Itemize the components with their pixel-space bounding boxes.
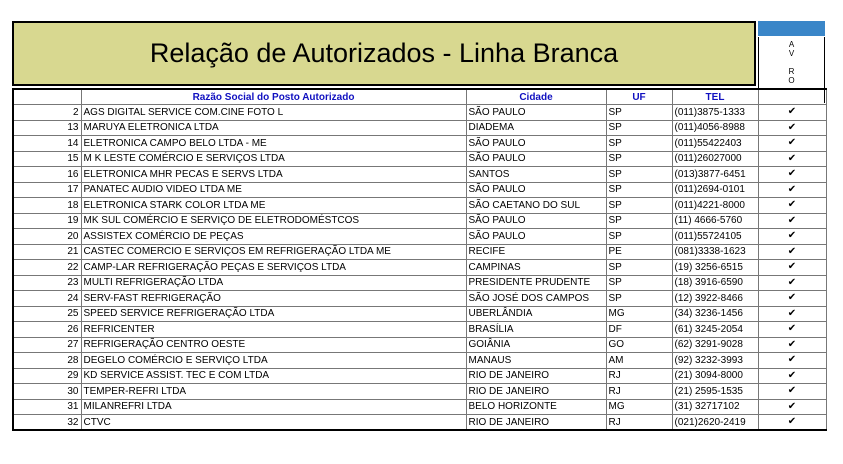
av-column-header-cell[interactable] bbox=[758, 21, 825, 36]
av-check-icon[interactable]: ✔ bbox=[758, 182, 826, 198]
av-check-icon[interactable]: ✔ bbox=[758, 322, 826, 338]
sheet-title: Relação de Autorizados - Linha Branca bbox=[12, 21, 756, 86]
table-row[interactable] bbox=[13, 275, 826, 291]
tel-cell[interactable]: (013)3877-6451 bbox=[672, 167, 758, 183]
av-check-icon[interactable]: ✔ bbox=[758, 260, 826, 276]
razao-social-cell[interactable]: KD SERVICE ASSIST. TEC E COM LTDA bbox=[81, 368, 466, 384]
tel-cell[interactable]: (011)2694-0101 bbox=[672, 182, 758, 198]
av-check-icon[interactable]: ✔ bbox=[758, 151, 826, 167]
table-row[interactable] bbox=[13, 399, 826, 415]
uf-cell[interactable]: SP bbox=[606, 275, 672, 291]
table-row[interactable] bbox=[13, 167, 826, 183]
uf-cell[interactable]: SP bbox=[606, 136, 672, 152]
table-row[interactable] bbox=[13, 198, 826, 214]
uf-cell[interactable]: DF bbox=[606, 322, 672, 338]
razao-social-cell[interactable]: REFRIGERAÇÃO CENTRO OESTE bbox=[81, 337, 466, 353]
cidade-cell[interactable]: CAMPINAS bbox=[466, 260, 606, 276]
table-row[interactable] bbox=[13, 120, 826, 136]
cidade-cell[interactable]: SÃO PAULO bbox=[466, 136, 606, 152]
row-number[interactable]: 27 bbox=[13, 337, 81, 353]
av-check-icon[interactable]: ✔ bbox=[758, 213, 826, 229]
row-number[interactable]: 14 bbox=[13, 136, 81, 152]
razao-social-cell[interactable]: MK SUL COMÉRCIO E SERVIÇO DE ELETRODOMÉSTCOS bbox=[81, 213, 466, 229]
av-check-icon[interactable]: ✔ bbox=[758, 167, 826, 183]
cidade-cell[interactable]: SANTOS bbox=[466, 167, 606, 183]
cidade-cell[interactable]: BELO HORIZONTE bbox=[466, 399, 606, 415]
cidade-cell[interactable]: SÃO PAULO bbox=[466, 229, 606, 245]
row-number[interactable]: 32 bbox=[13, 415, 81, 431]
av-check-icon[interactable]: ✔ bbox=[758, 384, 826, 400]
razao-social-cell[interactable]: CASTEC COMERCIO E SERVIÇOS EM REFRIGERAÇÃO LTDA ME bbox=[81, 244, 466, 260]
tel-cell[interactable]: (011)4221-8000 bbox=[672, 198, 758, 214]
razao-social-cell[interactable]: ELETRONICA MHR PECAS E SERVS LTDA bbox=[81, 167, 466, 183]
razao-social-cell[interactable]: ELETRONICA CAMPO BELO LTDA - ME bbox=[81, 136, 466, 152]
row-number[interactable]: 22 bbox=[13, 260, 81, 276]
cidade-cell[interactable]: RIO DE JANEIRO bbox=[466, 415, 606, 431]
razao-social-cell[interactable]: ELETRONICA STARK COLOR LTDA ME bbox=[81, 198, 466, 214]
cidade-cell[interactable]: GOIÂNIA bbox=[466, 337, 606, 353]
av-check-icon[interactable]: ✔ bbox=[758, 136, 826, 152]
av-check-icon[interactable]: ✔ bbox=[758, 198, 826, 214]
tel-cell[interactable]: (12) 3922-8466 bbox=[672, 291, 758, 307]
header-check-cell[interactable] bbox=[758, 89, 826, 105]
uf-cell[interactable]: SP bbox=[606, 291, 672, 307]
row-number[interactable]: 29 bbox=[13, 368, 81, 384]
cidade-cell[interactable]: SÃO PAULO bbox=[466, 151, 606, 167]
uf-cell[interactable]: SP bbox=[606, 151, 672, 167]
tel-cell[interactable]: (62) 3291-9028 bbox=[672, 337, 758, 353]
av-check-icon[interactable]: ✔ bbox=[758, 275, 826, 291]
row-number[interactable]: 21 bbox=[13, 244, 81, 260]
row-number[interactable]: 13 bbox=[13, 120, 81, 136]
uf-cell[interactable]: MG bbox=[606, 306, 672, 322]
autorizados-table bbox=[12, 88, 827, 431]
tel-cell[interactable]: (34) 3236-1456 bbox=[672, 306, 758, 322]
row-number[interactable]: 18 bbox=[13, 198, 81, 214]
tel-cell[interactable]: (011)26027000 bbox=[672, 151, 758, 167]
tel-cell[interactable]: (011)4056-8988 bbox=[672, 120, 758, 136]
row-number[interactable]: 31 bbox=[13, 399, 81, 415]
razao-social-cell[interactable]: TEMPER-REFRI LTDA bbox=[81, 384, 466, 400]
header-uf[interactable]: UF bbox=[606, 89, 672, 105]
table-row[interactable] bbox=[13, 415, 826, 431]
cidade-cell[interactable]: MANAUS bbox=[466, 353, 606, 369]
table-row[interactable] bbox=[13, 291, 826, 307]
row-number[interactable]: 30 bbox=[13, 384, 81, 400]
av-check-icon[interactable]: ✔ bbox=[758, 229, 826, 245]
cidade-cell[interactable]: RECIFE bbox=[466, 244, 606, 260]
tel-cell[interactable]: (011)3875-1333 bbox=[672, 105, 758, 121]
cidade-cell[interactable]: PRESIDENTE PRUDENTE bbox=[466, 275, 606, 291]
header-cidade[interactable]: Cidade bbox=[466, 89, 606, 105]
razao-social-cell[interactable]: SERV-FAST REFRIGERAÇÃO bbox=[81, 291, 466, 307]
table-row[interactable] bbox=[13, 353, 826, 369]
av-letter: O bbox=[788, 76, 795, 85]
av-check-icon[interactable]: ✔ bbox=[758, 353, 826, 369]
razao-social-cell[interactable]: PANATEC AUDIO VIDEO LTDA ME bbox=[81, 182, 466, 198]
table-row[interactable] bbox=[13, 229, 826, 245]
tel-cell[interactable]: (081)3338-1623 bbox=[672, 244, 758, 260]
uf-cell[interactable]: SP bbox=[606, 198, 672, 214]
tel-cell[interactable]: (31) 32717102 bbox=[672, 399, 758, 415]
table-row[interactable] bbox=[13, 306, 826, 322]
tel-cell[interactable]: (92) 3232-3993 bbox=[672, 353, 758, 369]
razao-social-cell[interactable]: CAMP-LAR REFRIGERAÇÃO PEÇAS E SERVIÇOS LTDA bbox=[81, 260, 466, 276]
row-number[interactable]: 19 bbox=[13, 213, 81, 229]
tel-cell[interactable]: (021)2620-2419 bbox=[672, 415, 758, 431]
tel-cell[interactable]: (011)55422403 bbox=[672, 136, 758, 152]
row-number[interactable]: 28 bbox=[13, 353, 81, 369]
tel-cell[interactable]: (61) 3245-2054 bbox=[672, 322, 758, 338]
razao-social-cell[interactable]: ASSISTEX COMÉRCIO DE PEÇAS bbox=[81, 229, 466, 245]
table-row[interactable] bbox=[13, 105, 826, 121]
table-row[interactable] bbox=[13, 151, 826, 167]
uf-cell[interactable]: SP bbox=[606, 182, 672, 198]
av-letter: R bbox=[788, 67, 795, 76]
uf-cell[interactable]: SP bbox=[606, 105, 672, 121]
razao-social-cell[interactable]: CTVC bbox=[81, 415, 466, 431]
av-check-icon[interactable]: ✔ bbox=[758, 120, 826, 136]
tel-cell[interactable]: (19) 3256-6515 bbox=[672, 260, 758, 276]
uf-cell[interactable]: SP bbox=[606, 229, 672, 245]
razao-social-cell[interactable]: M K LESTE COMÉRCIO E SERVIÇOS LTDA bbox=[81, 151, 466, 167]
table-row[interactable] bbox=[13, 213, 826, 229]
cidade-cell[interactable]: SÃO JOSÉ DOS CAMPOS bbox=[466, 291, 606, 307]
av-check-icon[interactable]: ✔ bbox=[758, 291, 826, 307]
cidade-cell[interactable]: SÃO PAULO bbox=[466, 105, 606, 121]
row-number[interactable]: 25 bbox=[13, 306, 81, 322]
table-row[interactable] bbox=[13, 337, 826, 353]
table-row[interactable] bbox=[13, 182, 826, 198]
av-letter: A bbox=[788, 40, 795, 49]
av-check-icon[interactable]: ✔ bbox=[758, 368, 826, 384]
table-row[interactable] bbox=[13, 260, 826, 276]
row-number[interactable]: 2 bbox=[13, 105, 81, 121]
uf-cell[interactable]: SP bbox=[606, 120, 672, 136]
cidade-cell[interactable]: DIADEMA bbox=[466, 120, 606, 136]
av-check-icon[interactable]: ✔ bbox=[758, 399, 826, 415]
uf-cell[interactable]: SP bbox=[606, 213, 672, 229]
row-number[interactable]: 20 bbox=[13, 229, 81, 245]
table-row[interactable] bbox=[13, 322, 826, 338]
table-row[interactable] bbox=[13, 136, 826, 152]
av-check-icon[interactable]: ✔ bbox=[758, 337, 826, 353]
tel-cell[interactable]: (21) 3094-8000 bbox=[672, 368, 758, 384]
table-row[interactable] bbox=[13, 384, 826, 400]
av-letter bbox=[759, 58, 824, 67]
uf-cell[interactable]: PE bbox=[606, 244, 672, 260]
header-razao[interactable]: Razão Social do Posto Autorizado bbox=[81, 89, 466, 105]
tel-cell[interactable]: (21) 2595-1535 bbox=[672, 384, 758, 400]
row-number[interactable]: 17 bbox=[13, 182, 81, 198]
av-check-icon[interactable]: ✔ bbox=[758, 105, 826, 121]
table-row[interactable] bbox=[13, 368, 826, 384]
uf-cell[interactable]: RJ bbox=[606, 384, 672, 400]
table-row[interactable] bbox=[13, 244, 826, 260]
cidade-cell[interactable]: SÃO CAETANO DO SUL bbox=[466, 198, 606, 214]
uf-cell[interactable]: RJ bbox=[606, 368, 672, 384]
uf-cell[interactable]: SP bbox=[606, 167, 672, 183]
cidade-cell[interactable]: RIO DE JANEIRO bbox=[466, 384, 606, 400]
razao-social-cell[interactable]: MULTI REFRIGERAÇÃO LTDA bbox=[81, 275, 466, 291]
av-check-icon[interactable]: ✔ bbox=[758, 244, 826, 260]
tel-cell[interactable]: (011)55724105 bbox=[672, 229, 758, 245]
razao-social-cell[interactable]: REFRICENTER bbox=[81, 322, 466, 338]
uf-cell[interactable]: SP bbox=[606, 260, 672, 276]
row-number[interactable]: 23 bbox=[13, 275, 81, 291]
uf-cell[interactable]: RJ bbox=[606, 415, 672, 431]
tel-cell[interactable]: (18) 3916-6590 bbox=[672, 275, 758, 291]
cidade-cell[interactable]: UBERLÂNDIA bbox=[466, 306, 606, 322]
tel-cell[interactable]: (11) 4666-5760 bbox=[672, 213, 758, 229]
razao-social-cell[interactable]: MILANREFRI LTDA bbox=[81, 399, 466, 415]
header-num-cell[interactable] bbox=[13, 89, 81, 105]
uf-cell[interactable]: GO bbox=[606, 337, 672, 353]
row-number[interactable]: 24 bbox=[13, 291, 81, 307]
cidade-cell[interactable]: BRASÍLIA bbox=[466, 322, 606, 338]
uf-cell[interactable]: MG bbox=[606, 399, 672, 415]
cidade-cell[interactable]: SÃO PAULO bbox=[466, 213, 606, 229]
header-row bbox=[13, 89, 826, 105]
razao-social-cell[interactable]: SPEED SERVICE REFRIGERAÇÃO LTDA bbox=[81, 306, 466, 322]
av-check-icon[interactable]: ✔ bbox=[758, 306, 826, 322]
av-letter: V bbox=[788, 49, 795, 58]
av-check-icon[interactable]: ✔ bbox=[758, 415, 826, 431]
razao-social-cell[interactable]: AGS DIGITAL SERVICE COM.CINE FOTO L bbox=[81, 105, 466, 121]
razao-social-cell[interactable]: DEGELO COMÉRCIO E SERVIÇO LTDA bbox=[81, 353, 466, 369]
cidade-cell[interactable]: RIO DE JANEIRO bbox=[466, 368, 606, 384]
header-tel[interactable]: TEL bbox=[672, 89, 758, 105]
row-number[interactable]: 16 bbox=[13, 167, 81, 183]
row-number[interactable]: 15 bbox=[13, 151, 81, 167]
uf-cell[interactable]: AM bbox=[606, 353, 672, 369]
row-number[interactable]: 26 bbox=[13, 322, 81, 338]
cidade-cell[interactable]: SÃO PAULO bbox=[466, 182, 606, 198]
razao-social-cell[interactable]: MARUYA ELETRONICA LTDA bbox=[81, 120, 466, 136]
